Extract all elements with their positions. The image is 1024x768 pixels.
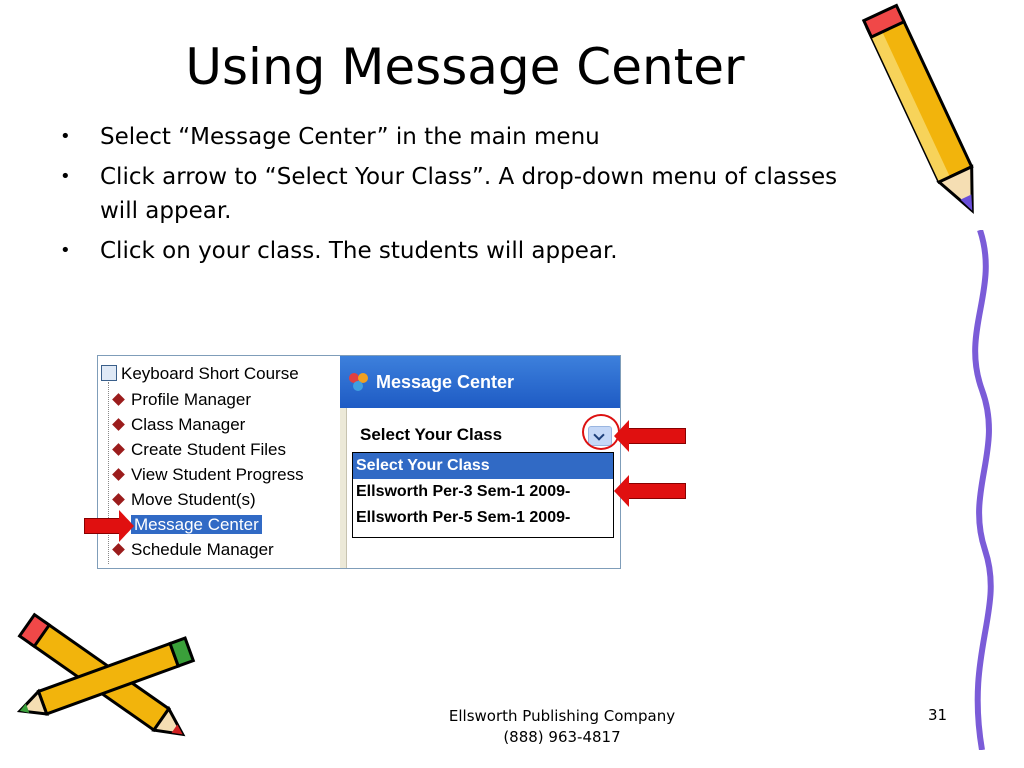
diamond-icon: [112, 493, 125, 506]
tree-root-item[interactable]: [101, 362, 299, 386]
dropdown-option[interactable]: Select Your Class: [353, 453, 613, 479]
diamond-icon: [112, 468, 125, 481]
tree-item-move-students[interactable]: [110, 488, 256, 512]
slide-page-number: 31: [928, 706, 948, 724]
slide-footer: [402, 706, 722, 748]
class-select[interactable]: [355, 417, 619, 453]
tree-item-label: Move Student(s): [131, 490, 256, 509]
navigation-tree: [98, 356, 338, 568]
tree-item-class-manager[interactable]: [110, 413, 245, 437]
pointer-arrow-left: [628, 428, 686, 444]
tree-root-label: Keyboard Short Course: [121, 364, 299, 383]
tree-item-label: Create Student Files: [131, 440, 286, 459]
tree-item-label: Schedule Manager: [131, 540, 274, 559]
pointer-arrow-left: [628, 483, 686, 499]
tree-item-schedule-manager[interactable]: [110, 538, 274, 562]
dropdown-option[interactable]: Ellsworth Per-3 Sem-1 2009-: [356, 483, 571, 500]
pencil-icon: [860, 0, 1000, 240]
bullet-item: • Click on your class. The students will appear.: [60, 234, 860, 268]
diamond-icon: [112, 443, 125, 456]
tree-item-label: Class Manager: [131, 415, 246, 434]
bullet-item: • Select “Message Center” in the main menu: [60, 120, 860, 154]
tree-item-label-selected: Message Center: [131, 515, 262, 534]
tree-item-label: View Student Progress: [131, 465, 304, 484]
class-dropdown-list: [352, 452, 614, 538]
panel-header: [340, 356, 620, 408]
tree-item-create-student-files[interactable]: [110, 438, 286, 462]
app-screenshot: [97, 355, 621, 569]
bullet-item: • Click arrow to “Select Your Class”. A drop-down menu of classes will appear.: [60, 160, 860, 228]
crossed-pencils-icon: [0, 610, 210, 760]
tree-item-label: Profile Manager: [131, 390, 252, 409]
tree-connector-line: [108, 382, 109, 564]
bullet-list: [60, 120, 860, 274]
diamond-icon: [112, 418, 125, 431]
diamond-icon: [112, 543, 125, 556]
tree-item-profile-manager[interactable]: [110, 388, 251, 412]
footer-phone: (888) 963-4817: [503, 728, 621, 746]
footer-company: Ellsworth Publishing Company: [448, 707, 676, 725]
dropdown-option[interactable]: Ellsworth Per-5 Sem-1 2009-: [356, 509, 571, 526]
class-select-value: Select Your Class: [360, 425, 503, 444]
squiggle-line-decoration: [960, 230, 1000, 750]
panel-title: Message Center: [376, 372, 515, 392]
pointer-arrow-right: [84, 518, 120, 534]
message-center-icon: [348, 372, 370, 392]
diamond-icon: [112, 393, 125, 406]
tree-item-view-student-progress[interactable]: [110, 463, 304, 487]
slide-title: Using Message Center: [185, 38, 745, 96]
book-icon: [101, 365, 117, 381]
